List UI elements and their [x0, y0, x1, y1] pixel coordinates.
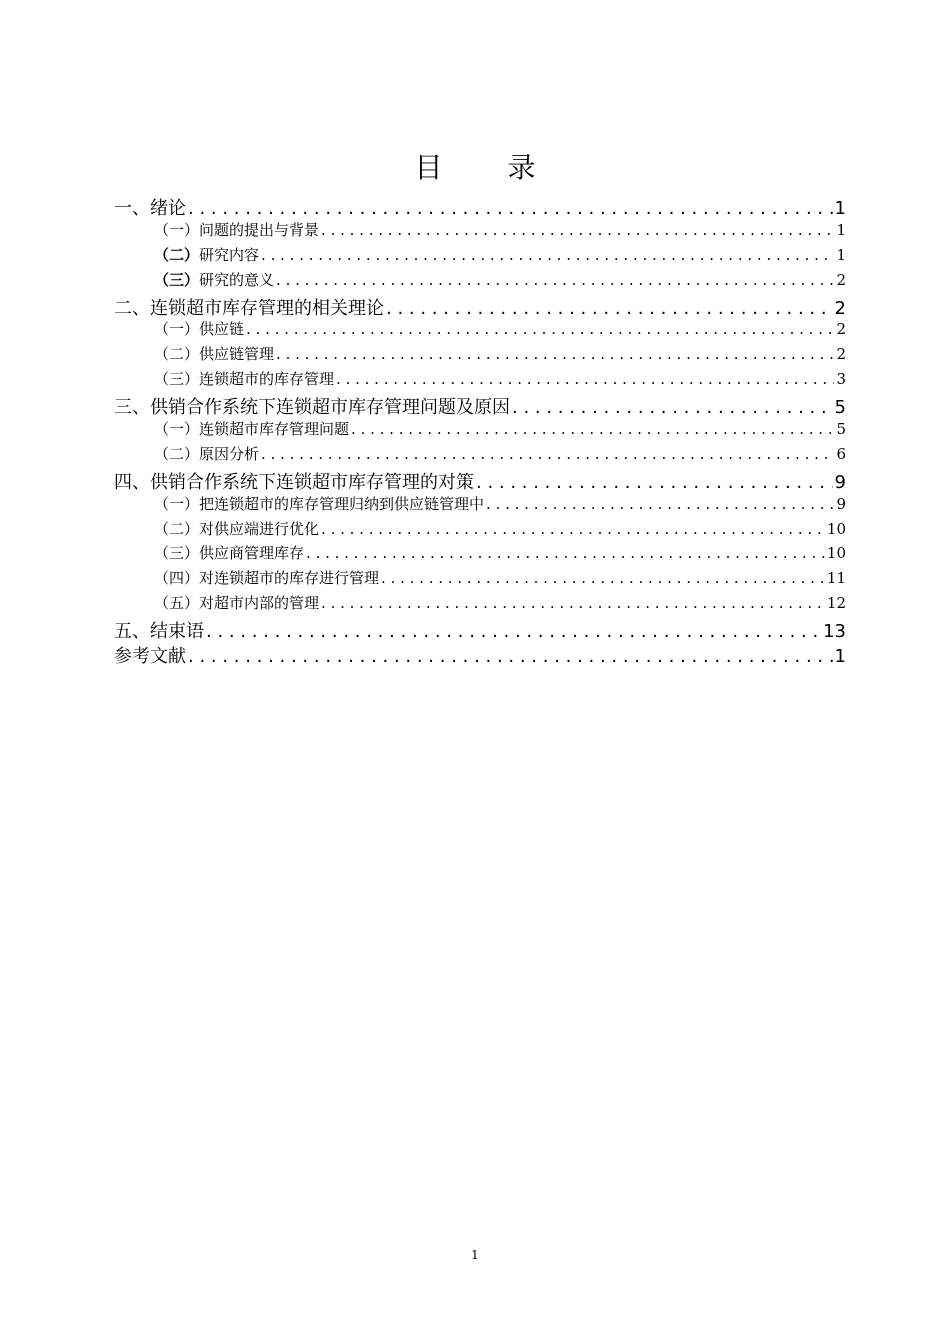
toc-entry-page: 10 — [826, 544, 846, 563]
toc-entry-number: 五、 — [114, 621, 150, 643]
toc-chapter-entry[interactable] — [114, 393, 846, 418]
toc-entry-title: 原因分析 — [199, 444, 260, 463]
toc-entry-title: 研究内容 — [199, 245, 260, 264]
toc-entry-title: 连锁超市的库存管理 — [199, 370, 335, 389]
toc-chapter-entry[interactable] — [114, 468, 846, 493]
toc-entry-page: 1 — [836, 245, 846, 264]
dot-leader — [512, 397, 833, 418]
toc-entry-page: 6 — [836, 444, 846, 463]
toc-entry-number: （一） — [154, 220, 200, 239]
toc-list — [114, 194, 846, 667]
toc-entry-page: 12 — [826, 594, 846, 613]
dot-leader — [351, 420, 834, 438]
toc-title: 目 录 — [414, 151, 564, 184]
toc-entry-page: 2 — [836, 320, 846, 339]
dot-leader — [246, 320, 834, 338]
toc-entry-title: 供应链管理 — [199, 345, 275, 364]
toc-entry-number: （三） — [154, 270, 200, 289]
toc-entry-page: 11 — [826, 569, 846, 588]
toc-section-entry[interactable] — [114, 493, 846, 518]
toc-entry-title: 对超市内部的管理 — [199, 594, 320, 613]
toc-section-entry[interactable] — [114, 269, 846, 294]
toc-entry-page: 5 — [834, 397, 846, 419]
toc-entry-number: （二） — [154, 345, 200, 364]
dot-leader — [486, 495, 834, 513]
dot-leader — [188, 198, 833, 219]
toc-section-entry[interactable] — [114, 219, 846, 244]
toc-entry-number: 四、 — [114, 471, 150, 493]
dot-leader — [386, 298, 833, 319]
toc-entry-title: 连锁超市库存管理问题 — [199, 420, 350, 439]
toc-entry-page: 1 — [836, 220, 846, 239]
toc-entry-title: 绪论 — [150, 198, 186, 219]
page-number: 1 — [471, 1248, 479, 1262]
toc-entry-title: 把连锁超市的库存管理归纳到供应链管理中 — [199, 494, 485, 513]
toc-section-entry[interactable] — [114, 244, 846, 269]
dot-leader — [206, 621, 821, 642]
toc-section-entry[interactable] — [114, 518, 846, 543]
toc-chapter-entry[interactable] — [114, 642, 846, 667]
toc-entry-number: （一） — [154, 494, 200, 513]
dot-leader — [336, 370, 834, 388]
toc-entry-page: 9 — [836, 494, 846, 513]
toc-entry-title: 供应链 — [199, 320, 245, 339]
toc-entry-page: 1 — [834, 198, 846, 219]
toc-entry-page: 5 — [836, 420, 846, 439]
dot-leader — [261, 246, 834, 264]
dot-leader — [261, 445, 834, 463]
toc-entry-number: （二） — [154, 519, 200, 538]
toc-entry-title: 供销合作系统下连锁超市库存管理的对策 — [150, 471, 474, 493]
toc-chapter-entry[interactable] — [114, 294, 846, 319]
dot-leader — [321, 221, 834, 239]
toc-section-entry[interactable] — [114, 318, 846, 343]
dot-leader — [476, 472, 833, 493]
dot-leader — [276, 345, 834, 363]
toc-entry-page: 1 — [834, 646, 846, 667]
toc-entry-title: 连锁超市库存管理的相关理论 — [150, 297, 384, 319]
toc-entry-title: 参考文献 — [114, 646, 186, 667]
toc-section-entry[interactable] — [114, 542, 846, 567]
toc-entry-number: （四） — [154, 569, 200, 588]
toc-entry-page: 2 — [836, 345, 846, 364]
toc-entry-page: 13 — [823, 621, 846, 643]
dot-leader — [306, 544, 825, 562]
toc-entry-page: 2 — [836, 270, 846, 289]
dot-leader — [381, 569, 825, 587]
toc-entry-title: 供应商管理库存 — [199, 544, 305, 563]
toc-entry-title: 问题的提出与背景 — [199, 220, 320, 239]
toc-entry-page: 2 — [834, 297, 846, 319]
toc-section-entry[interactable] — [114, 567, 846, 592]
toc-section-entry[interactable] — [114, 592, 846, 617]
dot-leader — [321, 520, 825, 538]
toc-entry-number: （五） — [154, 594, 200, 613]
toc-section-entry[interactable] — [114, 443, 846, 468]
toc-entry-number: 二、 — [114, 297, 150, 319]
dot-leader — [321, 594, 825, 612]
toc-entry-number: （三） — [154, 370, 200, 389]
toc-entry-title: 研究的意义 — [199, 270, 275, 289]
toc-chapter-entry[interactable] — [114, 617, 846, 642]
toc-section-entry[interactable] — [114, 418, 846, 443]
toc-entry-title: 对供应端进行优化 — [199, 519, 320, 538]
toc-section-entry[interactable] — [114, 368, 846, 393]
toc-entry-title: 结束语 — [150, 621, 204, 643]
toc-entry-page: 9 — [834, 471, 846, 493]
toc-entry-number: （一） — [154, 420, 200, 439]
toc-entry-title: 对连锁超市的库存进行管理 — [199, 569, 380, 588]
toc-entry-number: （三） — [154, 544, 200, 563]
toc-entry-number: （二） — [154, 245, 200, 264]
toc-section-entry[interactable] — [114, 343, 846, 368]
toc-entry-number: 一、 — [114, 198, 150, 219]
toc-entry-number: （一） — [154, 320, 200, 339]
dot-leader — [276, 271, 834, 289]
toc-chapter-entry[interactable] — [114, 194, 846, 219]
toc-entry-page: 3 — [836, 370, 846, 389]
toc-entry-number: （二） — [154, 444, 200, 463]
toc-entry-page: 10 — [826, 519, 846, 538]
dot-leader — [188, 646, 833, 667]
toc-entry-number: 三、 — [114, 397, 150, 419]
toc-entry-title: 供销合作系统下连锁超市库存管理问题及原因 — [150, 397, 510, 419]
